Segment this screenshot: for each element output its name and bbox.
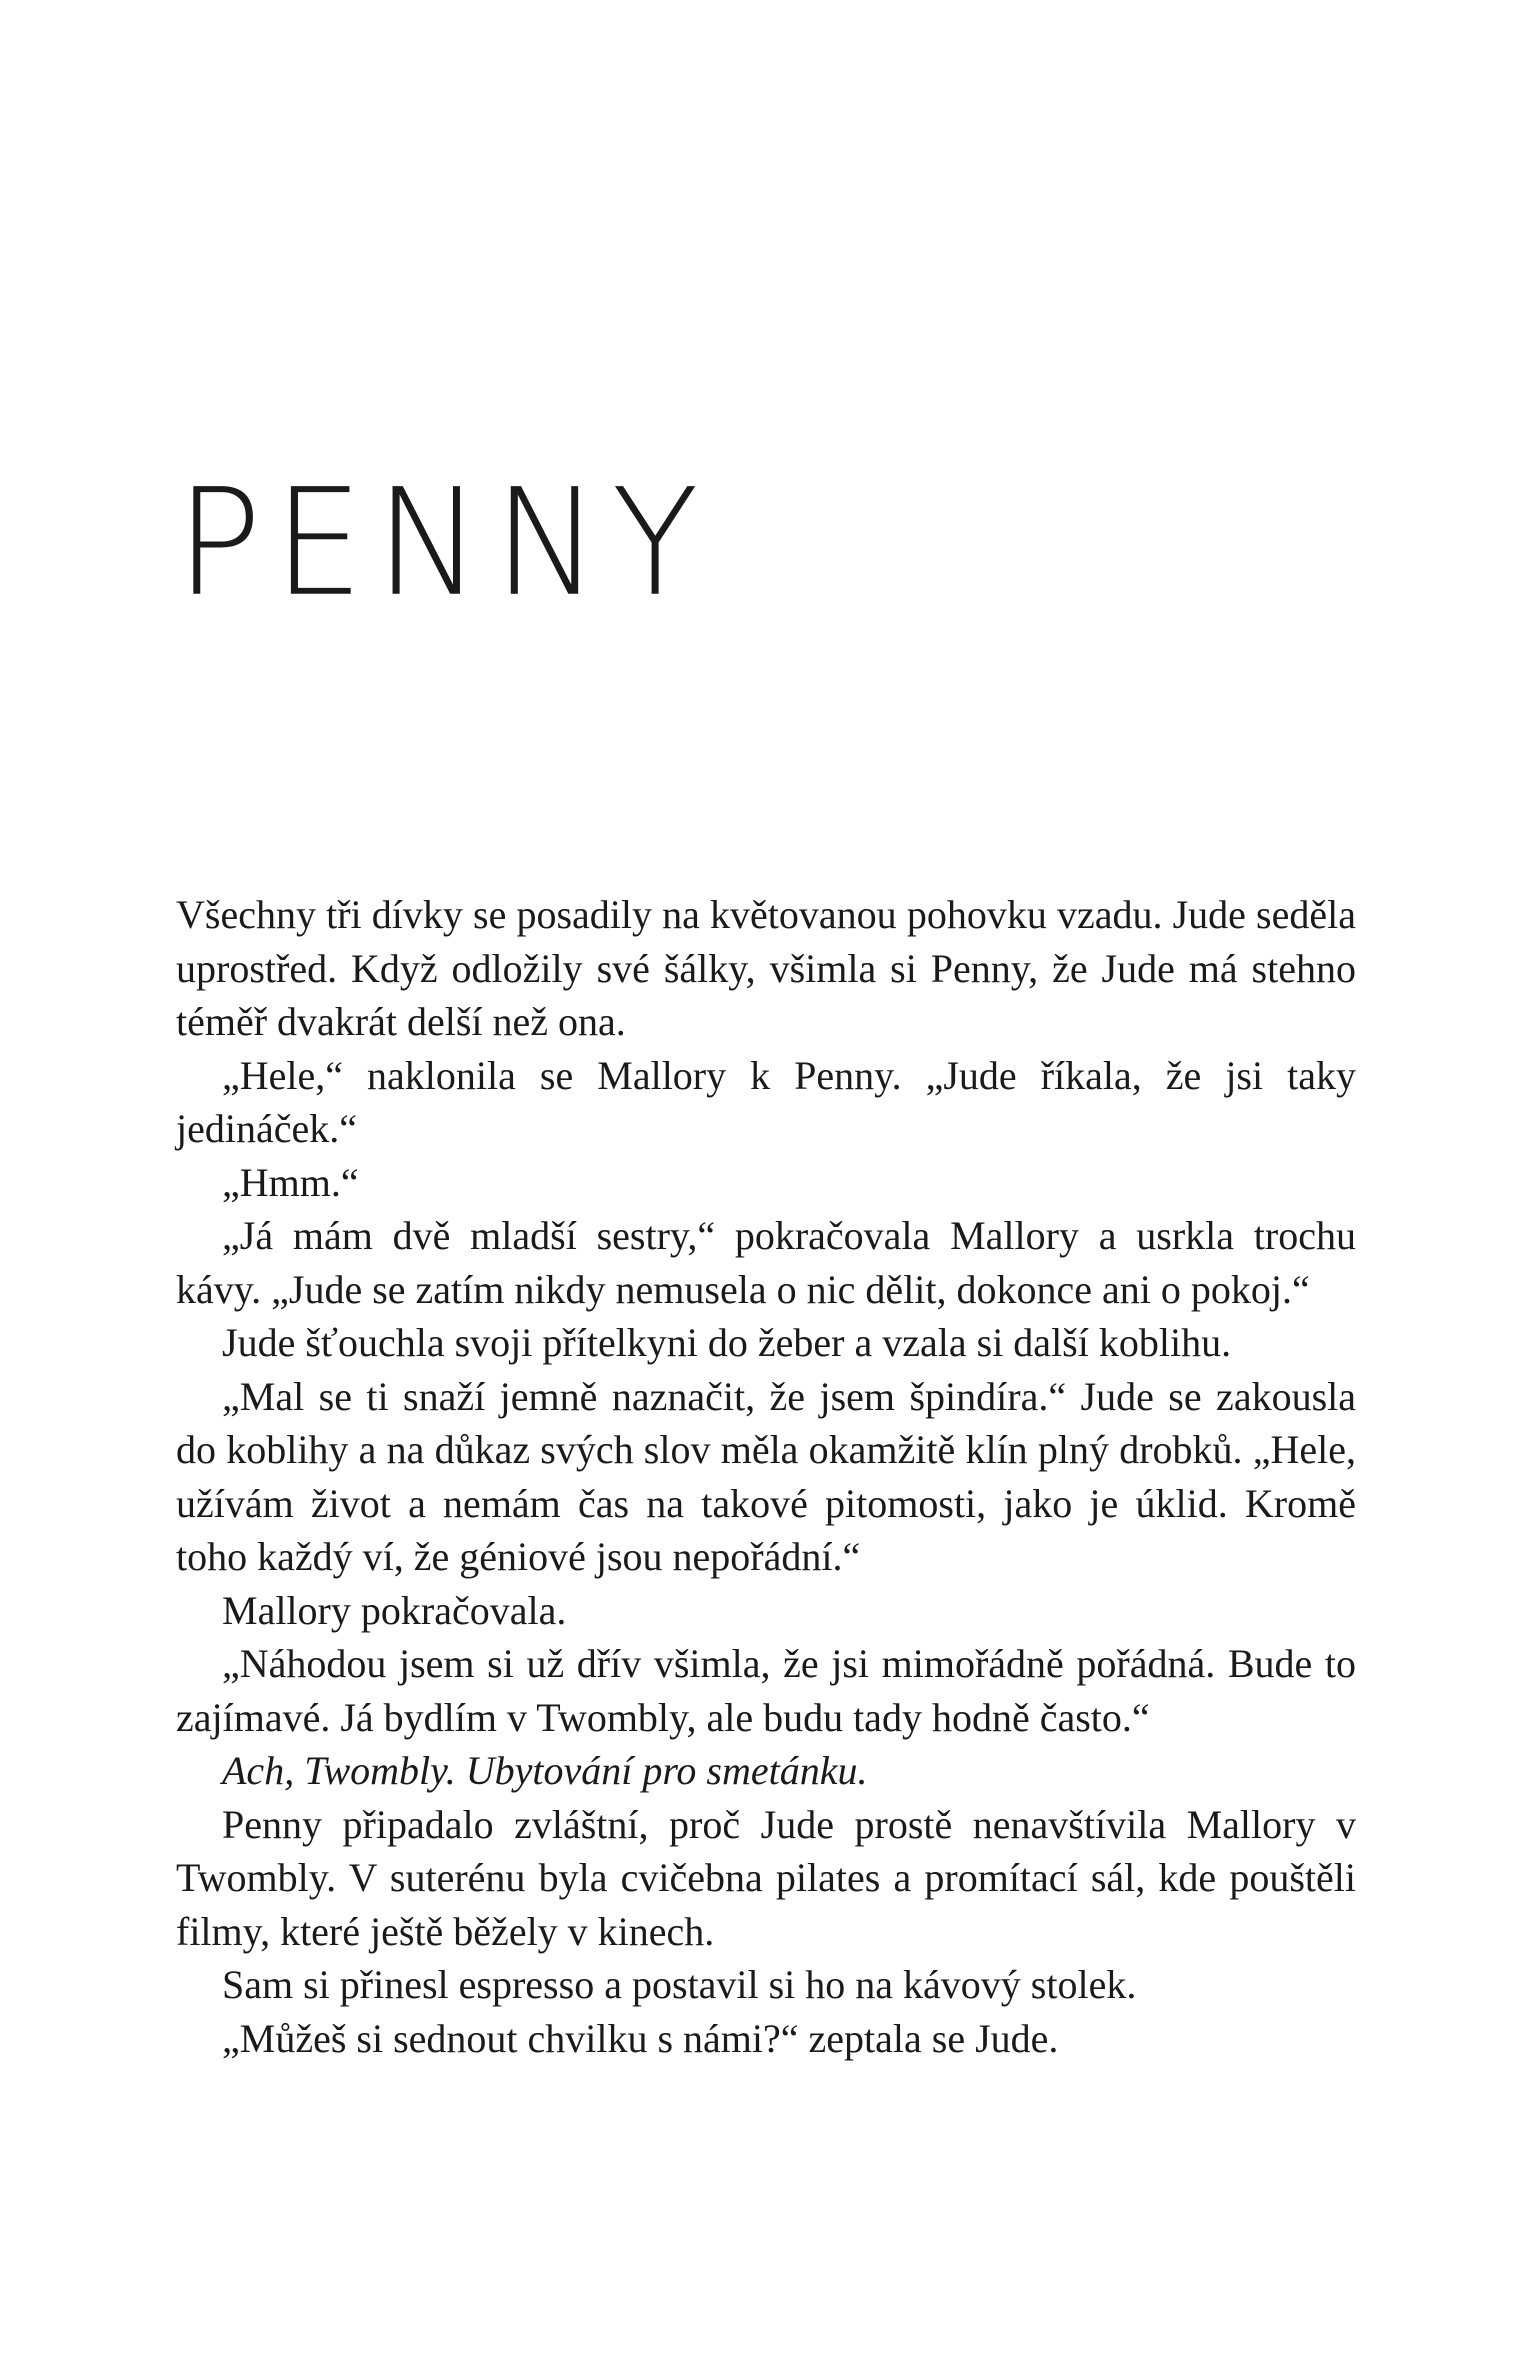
paragraph: Penny připadalo zvláštní, proč Jude prostě nenavštívila Mallory v Twombly. V suterénu byla cvičebna pilates a promítací sál, kde pouštěli filmy, které ještě běžely v kinech. [176,1801,1356,1954]
paragraph: „Mal se ti snaží jemně naznačit, že jsem špindíra.“ Jude se zakousla do koblihy a na důkaz svých slov měla okamžitě klín plný drobků. „Hele, užívám život a nemám čas na takové pitomosti, jako je úklid. Kromě toho každý ví, že géniové jsou nepořádní.“ [176,1373,1356,1579]
paragraph: Sam si přinesl espresso a postavil si ho na kávový stolek. [222,1962,1137,2007]
paragraph: „Já mám dvě mladší sestry,“ pokračovala Mallory a usrkla trochu kávy. „Jude se zatím nikdy nemusela o nic dělit, dokonce ani o pokoj.“ [176,1213,1356,1312]
paragraph: „Hmm.“ [222,1159,359,1205]
paragraph: „Můžeš si sednout chvilku s námi?“ zeptala se Jude. [222,2015,1059,2061]
body-text [176,888,1356,2065]
italic-thought: Ach, Twombly. Ubytování pro smetánku. [222,1748,868,1793]
paragraph: Všechny tři dívky se posadily na květovanou pohovku vzadu. Jude seděla uprostřed. Když odložily své šálky, všimla si Penny, že Jude má stehno téměř dvakrát delší než ona. [176,892,1356,1044]
chapter-title: PENNY [176,457,711,630]
paragraph: Mallory pokračovala. [222,1587,567,1633]
paragraph: „Náhodou jsem si už dřív všimla, že jsi mimořádně pořádná. Bude to zajímavé. Já bydlím v Twombly, ale budu tady hodně často.“ [176,1641,1356,1740]
paragraph: Jude šťouchla svoji přítelkyni do žeber a vzala si další koblihu. [222,1320,1232,1365]
paragraph: „Hele,“ naklonila se Mallory k Penny. „Jude říkala, že jsi taky jedináček.“ [176,1052,1356,1151]
